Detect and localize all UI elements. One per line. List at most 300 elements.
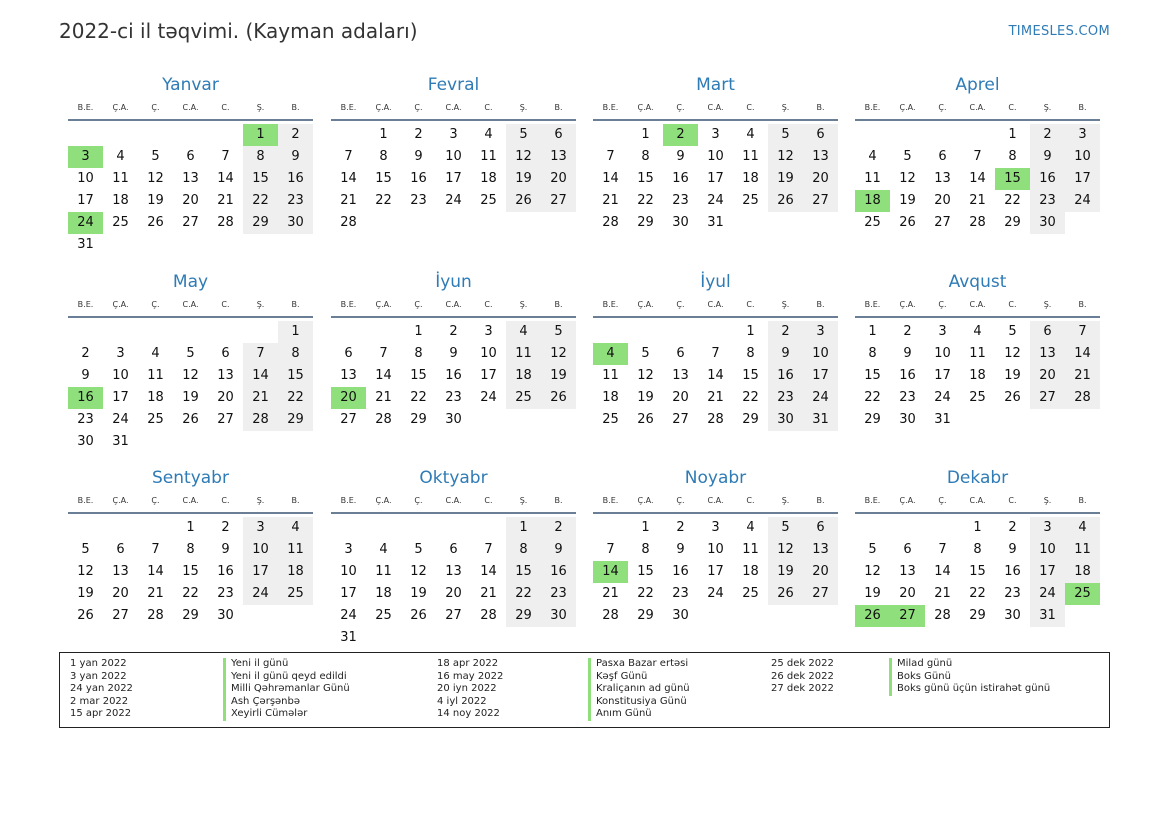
day-cell: 8 [186, 542, 195, 557]
day-cell: 22 [410, 390, 427, 405]
day-cell: 25 [147, 412, 164, 427]
day-cell: 11 [602, 368, 619, 383]
day-cell: 25 [278, 583, 313, 605]
day-cell: 10 [934, 346, 951, 361]
weekday-label: Ç. [414, 103, 423, 112]
day-cell: 19 [410, 586, 427, 601]
weekday-label: C. [1008, 300, 1017, 309]
day-cell: 22 [243, 190, 278, 212]
day-cell: 26 [147, 215, 164, 230]
day-cell: 3 [938, 324, 947, 339]
weekday-label: B. [554, 300, 563, 309]
day-cell: 11 [375, 564, 392, 579]
day-cell: 17 [1030, 561, 1065, 583]
day-cell: 17 [934, 368, 951, 383]
day-cell: 11 [742, 149, 759, 164]
day-cell: 15 [375, 171, 392, 186]
day-cell: 24 [707, 193, 724, 208]
weekday-header [855, 97, 1100, 121]
day-cell: 24 [68, 212, 103, 234]
day-cell: 16 [672, 171, 689, 186]
day-cell: 26 [1004, 390, 1021, 405]
legend-holiday-name: Konstitusiya Günü [588, 696, 690, 709]
day-cell: 22 [742, 390, 759, 405]
day-cell: 5 [868, 542, 877, 557]
day-cell: 20 [934, 193, 951, 208]
day-cell: 9 [676, 542, 685, 557]
day-cell: 24 [934, 390, 951, 405]
day-cell: 16 [217, 564, 234, 579]
day-cell: 13 [445, 564, 462, 579]
weekday-label: B.E. [77, 300, 94, 309]
day-cell: 16 [68, 387, 103, 409]
weekday-header [593, 490, 838, 514]
weekday-label: Ç.A. [375, 103, 392, 112]
legend-dates [437, 658, 503, 721]
month-3 [593, 73, 838, 253]
month-10 [331, 466, 576, 646]
month-name: Oktyabr [419, 468, 488, 488]
weekday-label: Ş. [519, 300, 528, 309]
weekday-label: B.E. [602, 300, 619, 309]
weekday-label: Ç.A. [637, 300, 654, 309]
weekday-label: Ç.A. [637, 103, 654, 112]
day-grid [593, 514, 838, 646]
day-grid [855, 318, 1100, 450]
day-cell: 10 [445, 149, 462, 164]
day-cell: 31 [803, 409, 838, 431]
day-cell: 9 [768, 343, 803, 365]
day-cell: 14 [147, 564, 164, 579]
day-cell: 15 [506, 561, 541, 583]
day-cell: 28 [1065, 387, 1100, 409]
day-grid [68, 121, 313, 253]
day-cell: 30 [217, 608, 234, 623]
day-cell: 27 [672, 412, 689, 427]
month-name: Sentyabr [152, 468, 229, 488]
day-cell: 1 [746, 324, 755, 339]
day-cell: 10 [707, 542, 724, 557]
day-cell: 15 [243, 168, 278, 190]
legend-date: 18 apr 2022 [437, 658, 499, 669]
weekday-label: B.E. [864, 103, 881, 112]
day-cell: 25 [742, 193, 759, 208]
weekday-label: C.A. [707, 496, 724, 505]
day-cell: 26 [768, 190, 803, 212]
day-cell: 19 [147, 193, 164, 208]
weekday-label: B. [291, 496, 300, 505]
legend-holiday-name: Milad günü [889, 658, 1050, 671]
legend-holiday-name: Kəşf Günü [588, 671, 690, 684]
day-cell: 2 [81, 346, 90, 361]
day-cell: 16 [410, 171, 427, 186]
day-cell: 6 [903, 542, 912, 557]
day-cell: 12 [768, 539, 803, 561]
day-cell: 5 [768, 124, 803, 146]
day-cell: 19 [182, 390, 199, 405]
day-grid [593, 318, 838, 450]
day-cell: 1 [379, 127, 388, 142]
day-cell: 17 [707, 171, 724, 186]
weekday-label: Ş. [781, 496, 790, 505]
day-cell: 31 [340, 630, 357, 645]
day-cell: 30 [445, 412, 462, 427]
weekday-label: C. [221, 300, 230, 309]
day-cell: 7 [221, 149, 230, 164]
day-cell: 12 [182, 368, 199, 383]
day-cell: 24 [340, 608, 357, 623]
day-cell: 20 [182, 193, 199, 208]
weekday-label: Ş. [519, 496, 528, 505]
weekday-label: Ş. [781, 300, 790, 309]
month-name: Dekabr [946, 468, 1009, 488]
weekday-label: B.E. [77, 103, 94, 112]
day-cell: 15 [182, 564, 199, 579]
day-cell: 18 [506, 365, 541, 387]
weekday-label: B.E. [602, 103, 619, 112]
day-cell: 11 [112, 171, 129, 186]
weekday-label: B. [1078, 300, 1087, 309]
day-cell: 18 [742, 564, 759, 579]
day-cell: 19 [77, 586, 94, 601]
day-cell: 4 [746, 520, 755, 535]
day-cell: 4 [868, 149, 877, 164]
day-cell: 17 [77, 193, 94, 208]
month-name: Noyabr [684, 468, 747, 488]
day-cell: 10 [707, 149, 724, 164]
day-cell: 11 [480, 149, 497, 164]
month-name: İyun [435, 272, 472, 292]
legend-names [588, 658, 690, 721]
day-cell: 18 [112, 193, 129, 208]
weekday-label: Ç. [151, 300, 160, 309]
weekday-label: B.E. [864, 496, 881, 505]
day-cell: 27 [803, 190, 838, 212]
day-cell: 13 [217, 368, 234, 383]
day-cell: 28 [340, 215, 357, 230]
day-cell: 26 [77, 608, 94, 623]
weekday-label: B.E. [340, 103, 357, 112]
day-cell: 31 [1030, 605, 1065, 627]
day-cell: 9 [221, 542, 230, 557]
day-cell: 6 [186, 149, 195, 164]
day-cell: 12 [899, 171, 916, 186]
legend-date: 25 dek 2022 [771, 658, 834, 669]
day-cell: 21 [480, 586, 497, 601]
day-cell: 5 [768, 517, 803, 539]
month-2 [331, 73, 576, 253]
legend-date: 3 yan 2022 [70, 670, 127, 682]
legend-dates [771, 658, 834, 696]
day-cell: 16 [672, 564, 689, 579]
day-cell: 24 [445, 193, 462, 208]
day-cell: 7 [484, 542, 493, 557]
day-cell: 11 [278, 539, 313, 561]
legend-holiday-name: Pasxa Bazar ertəsi [588, 658, 690, 671]
day-grid [68, 514, 313, 646]
day-cell: 5 [1008, 324, 1017, 339]
day-cell: 25 [969, 390, 986, 405]
weekday-label: C. [746, 300, 755, 309]
day-cell: 28 [602, 608, 619, 623]
day-cell: 4 [746, 127, 755, 142]
day-cell: 8 [868, 346, 877, 361]
day-grid [331, 318, 576, 450]
day-cell: 16 [899, 368, 916, 383]
day-cell: 19 [768, 168, 803, 190]
legend-holiday-name: Xeyirli Cümələr [223, 708, 350, 721]
day-cell: 3 [243, 517, 278, 539]
day-cell: 15 [742, 368, 759, 383]
brand-link[interactable]: TIMESLES.COM [1008, 24, 1110, 39]
weekday-label: Ç. [676, 103, 685, 112]
day-cell: 3 [344, 542, 353, 557]
day-cell: 28 [934, 608, 951, 623]
day-cell: 7 [606, 149, 615, 164]
day-cell: 12 [77, 564, 94, 579]
day-cell: 5 [414, 542, 423, 557]
day-cell: 13 [672, 368, 689, 383]
day-cell: 2 [1030, 124, 1065, 146]
day-cell: 2 [221, 520, 230, 535]
day-cell: 31 [934, 412, 951, 427]
day-cell: 14 [934, 564, 951, 579]
day-cell: 15 [410, 368, 427, 383]
legend-names [889, 658, 1050, 696]
day-cell: 14 [707, 368, 724, 383]
day-cell: 11 [969, 346, 986, 361]
day-cell: 9 [449, 346, 458, 361]
weekday-label: C. [484, 300, 493, 309]
weekday-label: Ç. [151, 496, 160, 505]
day-cell: 21 [602, 586, 619, 601]
day-cell: 21 [243, 387, 278, 409]
day-cell: 14 [1065, 343, 1100, 365]
day-cell: 9 [676, 149, 685, 164]
day-cell: 2 [541, 517, 576, 539]
weekday-label: B. [816, 496, 825, 505]
day-cell: 22 [637, 586, 654, 601]
day-cell: 5 [81, 542, 90, 557]
month-name: Fevral [427, 75, 480, 95]
day-cell: 3 [484, 324, 493, 339]
day-cell: 18 [480, 171, 497, 186]
day-cell: 11 [1065, 539, 1100, 561]
day-cell: 27 [340, 412, 357, 427]
day-cell: 20 [1030, 365, 1065, 387]
legend-date: 14 noy 2022 [437, 708, 500, 720]
day-cell: 1 [186, 520, 195, 535]
day-cell: 6 [344, 346, 353, 361]
day-cell: 1 [868, 324, 877, 339]
day-cell: 4 [1065, 517, 1100, 539]
day-cell: 14 [243, 365, 278, 387]
day-cell: 18 [147, 390, 164, 405]
day-cell: 10 [480, 346, 497, 361]
weekday-label: B. [291, 300, 300, 309]
day-cell: 31 [77, 237, 94, 252]
weekday-label: C.A. [707, 103, 724, 112]
weekday-label: Ş. [1043, 300, 1052, 309]
weekday-header [593, 97, 838, 121]
day-cell: 22 [182, 586, 199, 601]
weekday-label: Ç.A. [112, 103, 129, 112]
weekday-label: Ç. [414, 496, 423, 505]
day-cell: 1 [278, 321, 313, 343]
legend-date: 16 may 2022 [437, 670, 504, 682]
day-cell: 16 [278, 168, 313, 190]
day-cell: 10 [77, 171, 94, 186]
day-cell: 9 [1008, 542, 1017, 557]
month-9 [68, 466, 313, 646]
day-cell: 6 [803, 517, 838, 539]
weekday-label: C. [221, 496, 230, 505]
weekday-header [855, 490, 1100, 514]
day-cell: 4 [278, 517, 313, 539]
day-cell: 23 [410, 193, 427, 208]
month-name: Avqust [948, 272, 1007, 292]
day-cell: 7 [1065, 321, 1100, 343]
weekday-label: C. [1008, 496, 1017, 505]
weekday-label: B.E. [340, 300, 357, 309]
legend-date: 24 yan 2022 [70, 683, 133, 695]
weekday-label: B.E. [77, 496, 94, 505]
day-cell: 14 [593, 561, 628, 583]
day-cell: 14 [969, 171, 986, 186]
day-cell: 23 [278, 190, 313, 212]
day-cell: 20 [803, 561, 838, 583]
day-cell: 30 [672, 215, 689, 230]
day-grid [68, 318, 313, 450]
day-cell: 5 [506, 124, 541, 146]
day-cell: 7 [243, 343, 278, 365]
day-cell: 29 [1004, 215, 1021, 230]
month-name: May [172, 272, 209, 292]
day-cell: 10 [340, 564, 357, 579]
day-cell: 27 [890, 605, 925, 627]
day-cell: 24 [480, 390, 497, 405]
day-cell: 6 [541, 124, 576, 146]
day-cell: 13 [541, 146, 576, 168]
day-cell: 25 [742, 586, 759, 601]
day-cell: 26 [541, 387, 576, 409]
day-cell: 21 [340, 193, 357, 208]
day-cell: 17 [243, 561, 278, 583]
month-name: Aprel [955, 75, 1000, 95]
day-cell: 6 [221, 346, 230, 361]
day-cell: 28 [602, 215, 619, 230]
day-cell: 9 [541, 539, 576, 561]
day-cell: 2 [768, 321, 803, 343]
day-cell: 29 [637, 608, 654, 623]
day-cell: 10 [1065, 146, 1100, 168]
day-cell: 14 [217, 171, 234, 186]
month-7 [593, 270, 838, 450]
holiday-legend [59, 652, 1110, 728]
weekday-label: C.A. [969, 496, 986, 505]
legend-date: 20 iyn 2022 [437, 683, 497, 695]
day-grid [331, 121, 576, 253]
day-cell: 30 [899, 412, 916, 427]
day-cell: 28 [147, 608, 164, 623]
day-cell: 21 [147, 586, 164, 601]
day-cell: 2 [414, 127, 423, 142]
weekday-label: Ç. [938, 103, 947, 112]
day-cell: 26 [182, 412, 199, 427]
day-cell: 8 [1008, 149, 1017, 164]
day-cell: 20 [541, 168, 576, 190]
day-cell: 6 [116, 542, 125, 557]
day-cell: 2 [278, 124, 313, 146]
day-cell: 7 [938, 542, 947, 557]
day-cell: 9 [81, 368, 90, 383]
day-cell: 23 [1004, 586, 1021, 601]
weekday-label: C.A. [445, 496, 462, 505]
day-cell: 19 [768, 561, 803, 583]
day-cell: 9 [903, 346, 912, 361]
day-cell: 5 [151, 149, 160, 164]
day-cell: 18 [1065, 561, 1100, 583]
day-cell: 3 [68, 146, 103, 168]
legend-date: 1 yan 2022 [70, 658, 127, 669]
day-cell: 27 [934, 215, 951, 230]
day-cell: 4 [116, 149, 125, 164]
day-cell: 29 [864, 412, 881, 427]
day-cell: 12 [637, 368, 654, 383]
day-cell: 22 [278, 387, 313, 409]
day-cell: 17 [340, 586, 357, 601]
weekday-label: Ç.A. [112, 496, 129, 505]
day-cell: 16 [1004, 564, 1021, 579]
day-cell: 27 [112, 608, 129, 623]
legend-date: 2 mar 2022 [70, 695, 129, 707]
day-cell: 16 [541, 561, 576, 583]
weekday-header [593, 294, 838, 318]
day-cell: 1 [641, 520, 650, 535]
day-grid [855, 121, 1100, 253]
day-cell: 5 [641, 346, 650, 361]
day-cell: 21 [934, 586, 951, 601]
day-cell: 15 [278, 365, 313, 387]
day-cell: 17 [112, 390, 129, 405]
day-cell: 3 [1065, 124, 1100, 146]
day-cell: 15 [969, 564, 986, 579]
legend-holiday-name: Boks Günü [889, 671, 1050, 684]
day-cell: 12 [410, 564, 427, 579]
weekday-label: B.E. [340, 496, 357, 505]
day-cell: 12 [1004, 346, 1021, 361]
weekday-label: B. [1078, 496, 1087, 505]
day-cell: 25 [864, 215, 881, 230]
day-cell: 21 [969, 193, 986, 208]
day-cell: 29 [506, 605, 541, 627]
day-cell: 25 [112, 215, 129, 230]
day-cell: 19 [864, 586, 881, 601]
month-12 [855, 466, 1100, 646]
day-cell: 3 [711, 127, 720, 142]
day-cell: 7 [973, 149, 982, 164]
day-cell: 14 [340, 171, 357, 186]
day-cell: 25 [1065, 583, 1100, 605]
weekday-label: Ş. [1043, 103, 1052, 112]
day-cell: 30 [768, 409, 803, 431]
weekday-label: C. [221, 103, 230, 112]
day-cell: 12 [506, 146, 541, 168]
day-cell: 31 [707, 215, 724, 230]
day-cell: 8 [641, 542, 650, 557]
weekday-label: C.A. [969, 300, 986, 309]
day-cell: 12 [864, 564, 881, 579]
